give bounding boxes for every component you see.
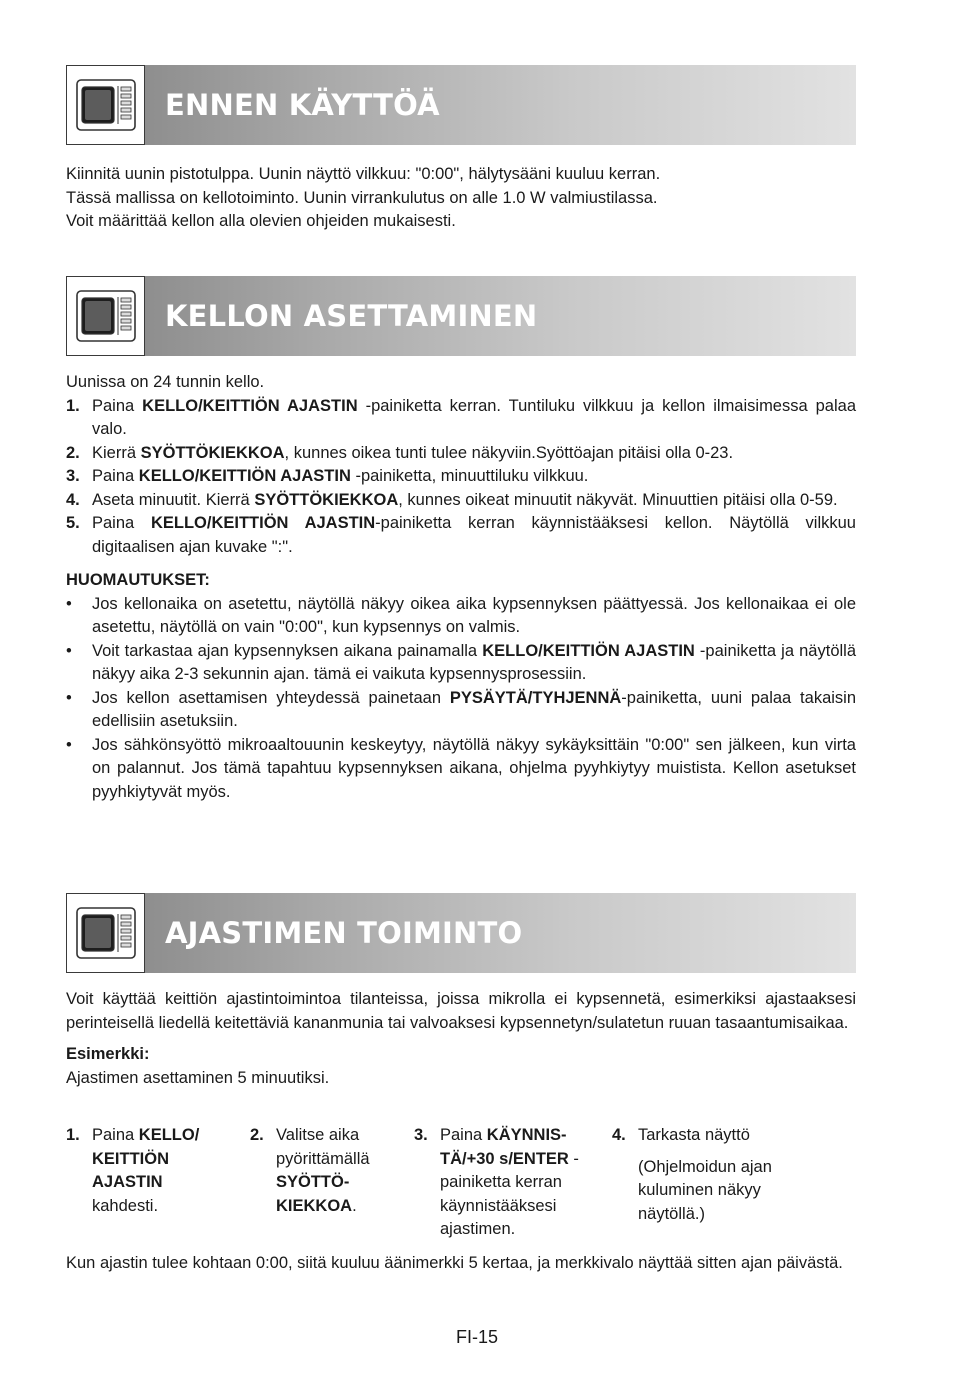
intro-line: Tässä mallissa on kellotoiminto. Uunin virrankulutus on alle 1.0 W valmiustilassa.	[66, 188, 658, 207]
step-text: Paina	[92, 1126, 139, 1144]
clock-intro: Uunissa on 24 tunnin kello.	[66, 373, 265, 391]
step-number: 2.	[66, 443, 80, 462]
example-heading: Esimerkki:	[66, 1045, 150, 1063]
step-note: (Ohjelmoidun ajan kuluminen näkyy näytöllä.)	[638, 1157, 772, 1223]
step-number: 5.	[66, 514, 80, 532]
note-text: Jos kellon asettamisen yhteydessä painetaan	[92, 688, 450, 707]
step-text: -painiketta kerran käynnistääksesi ajastimen.	[440, 1149, 579, 1238]
list-item	[66, 593, 856, 640]
timer-step	[414, 1124, 596, 1242]
section-title: KELLON ASETTAMINEN	[165, 299, 538, 333]
list-item	[66, 465, 856, 489]
bullet: •	[66, 688, 72, 707]
step-number: 4.	[612, 1126, 626, 1144]
list-item	[66, 687, 856, 734]
microwave-icon	[75, 287, 137, 345]
timer-step	[66, 1124, 226, 1218]
step-bold-text: KELLO/KEITTIÖN AJASTIN	[142, 396, 358, 415]
note-text: Voit tarkastaa ajan kypsennyksen aikana painamalla	[92, 641, 483, 660]
section-title: AJASTIMEN TOIMINTO	[165, 916, 523, 950]
note-bold-text: KELLO/KEITTIÖN AJASTIN	[482, 641, 695, 660]
bullet: •	[66, 594, 72, 613]
step-bold-text: SYÖTTÖKIEKKOA	[140, 443, 285, 462]
step-bold-text: SYÖTTÖ-KIEKKOA	[276, 1173, 353, 1215]
clock-instructions	[66, 371, 856, 804]
header-bar	[145, 65, 856, 145]
step-text: , kunnes oikea tunti tulee näkyviin.Syöttöajan pitäisi olla 0-23.	[284, 443, 734, 462]
bullet: •	[66, 735, 72, 754]
step-bold-text: KELLO/KEITTIÖN AJASTIN	[150, 514, 376, 532]
note-text: -painiketta ja näytöllä näkyy aika 2-3 sekunnin ajan. tämä ei vaikuta kypsennysprosessiin.	[92, 641, 856, 683]
note-bold-text: PYSÄYTÄ/TYHJENNÄ	[449, 688, 622, 707]
intro-line: Kiinnitä uunin pistotulppa. Uunin näyttö vilkkuu: "0:00", hälytysääni kuuluu kerran.	[66, 165, 661, 183]
step-number: 3.	[414, 1126, 428, 1144]
step-text: Paina	[92, 467, 139, 485]
microwave-icon-box	[66, 65, 145, 145]
note-text: -painiketta, uuni palaa takaisin edellisiin asetuksiin.	[92, 688, 856, 730]
timer-step	[612, 1124, 808, 1226]
microwave-icon-box	[66, 276, 145, 356]
timer-intro-block	[66, 988, 856, 1090]
timer-step	[250, 1124, 400, 1218]
list-item	[66, 512, 856, 559]
step-text: Valitse aika pyörittämällä	[276, 1126, 370, 1168]
step-number: 3.	[66, 467, 80, 485]
section-header-kellon-asettaminen	[66, 276, 856, 356]
section-title: ENNEN KÄYTTÖÄ	[165, 88, 440, 122]
step-text: Paina	[440, 1126, 487, 1144]
step-text: -painiketta kerran käynnistääksesi kellon. Näytöllä vilkkuu digitaalisen ajan kuvake ":".	[92, 514, 856, 556]
step-number: 1.	[66, 1126, 80, 1144]
step-text: kahdesti.	[92, 1196, 159, 1215]
section-header-ennen-kayttoa	[66, 65, 856, 145]
list-item	[66, 734, 856, 805]
note-text: Jos kellonaika on asetettu, näytöllä näkyy oikea aika kypsennyksen päättyessä. Jos kellonaikaa ei ole asetettu, näytöllä on vain "0:00", kun kypsennys on valmis.	[92, 594, 856, 636]
notes-list	[66, 593, 856, 805]
step-text: Kierrä	[92, 443, 141, 462]
intro-line: Voit määrittää kellon alla olevien ohjeiden mukaisesti.	[66, 212, 456, 230]
microwave-icon-box	[66, 893, 145, 973]
list-item	[66, 489, 856, 513]
header-bar	[145, 276, 856, 356]
step-bold-text: KELLO/KEITTIÖN AJASTIN	[138, 467, 351, 485]
step-number: 2.	[250, 1126, 264, 1144]
list-item	[66, 442, 856, 466]
intro-text	[66, 163, 856, 234]
step-text: -painiketta, minuuttiluku vilkkuu.	[350, 467, 589, 485]
step-number: 1.	[66, 396, 80, 415]
notes-heading: HUOMAUTUKSET:	[66, 571, 210, 589]
step-bold-text: KELLO/ KEITTIÖN AJASTIN	[92, 1126, 200, 1191]
step-text: Tarkasta näyttö	[638, 1126, 750, 1144]
section-header-ajastimen-toiminto	[66, 893, 856, 973]
step-text: .	[352, 1196, 357, 1215]
timer-outro-block	[66, 1252, 856, 1276]
bullet: •	[66, 641, 72, 660]
timer-intro: Voit käyttää keittiön ajastintoimintoa tilanteissa, joissa mikrolla ei kypsennetä, esimerkiksi ajastaaksesi perinteisellä liedellä keitettäviä kananmunia tai valvoaksesi kypsennetyn/sulatetun ruuan tasaantumisaikaa.	[66, 990, 856, 1032]
example-text: Ajastimen asettaminen 5 minuutiksi.	[66, 1068, 330, 1087]
header-bar	[145, 893, 856, 973]
clock-steps-list	[66, 395, 856, 560]
page-number: FI-15	[455, 1327, 498, 1347]
list-item	[66, 395, 856, 442]
step-text: -painiketta kerran. Tuntiluku vilkkuu ja kellon ilmaisimessa palaa valo.	[92, 396, 856, 438]
step-text: , kunnes oikeat minuutit näkyvät. Minuuttien pitäisi olla 0-59.	[398, 490, 838, 509]
timer-outro: Kun ajastin tulee kohtaan 0:00, siitä kuuluu äänimerkki 5 kertaa, ja merkkivalo näyttää sitten ajan päivästä.	[66, 1254, 843, 1272]
step-bold-text: KÄYNNIS-TÄ/+30 s/ENTER	[440, 1126, 569, 1168]
note-text: Jos sähkönsyöttö mikroaaltouunin keskeytyy, näytöllä näkyy sykäyksittäin "0:00" sen jälkeen, kun virta on palannut. Jos tämä tapahtuu kypsennyksen aikana, ohjelma pyyhkiytyy muistista. Kellon asetukset pyyhkiytyvät myös.	[92, 735, 856, 801]
step-text: Paina	[92, 396, 143, 415]
step-text: Paina	[92, 514, 151, 532]
microwave-icon	[75, 76, 137, 134]
microwave-icon	[75, 904, 137, 962]
step-text: Aseta minuutit. Kierrä	[92, 490, 255, 509]
list-item	[66, 640, 856, 687]
step-bold-text: SYÖTTÖKIEKKOA	[254, 490, 399, 509]
step-number: 4.	[66, 490, 80, 509]
